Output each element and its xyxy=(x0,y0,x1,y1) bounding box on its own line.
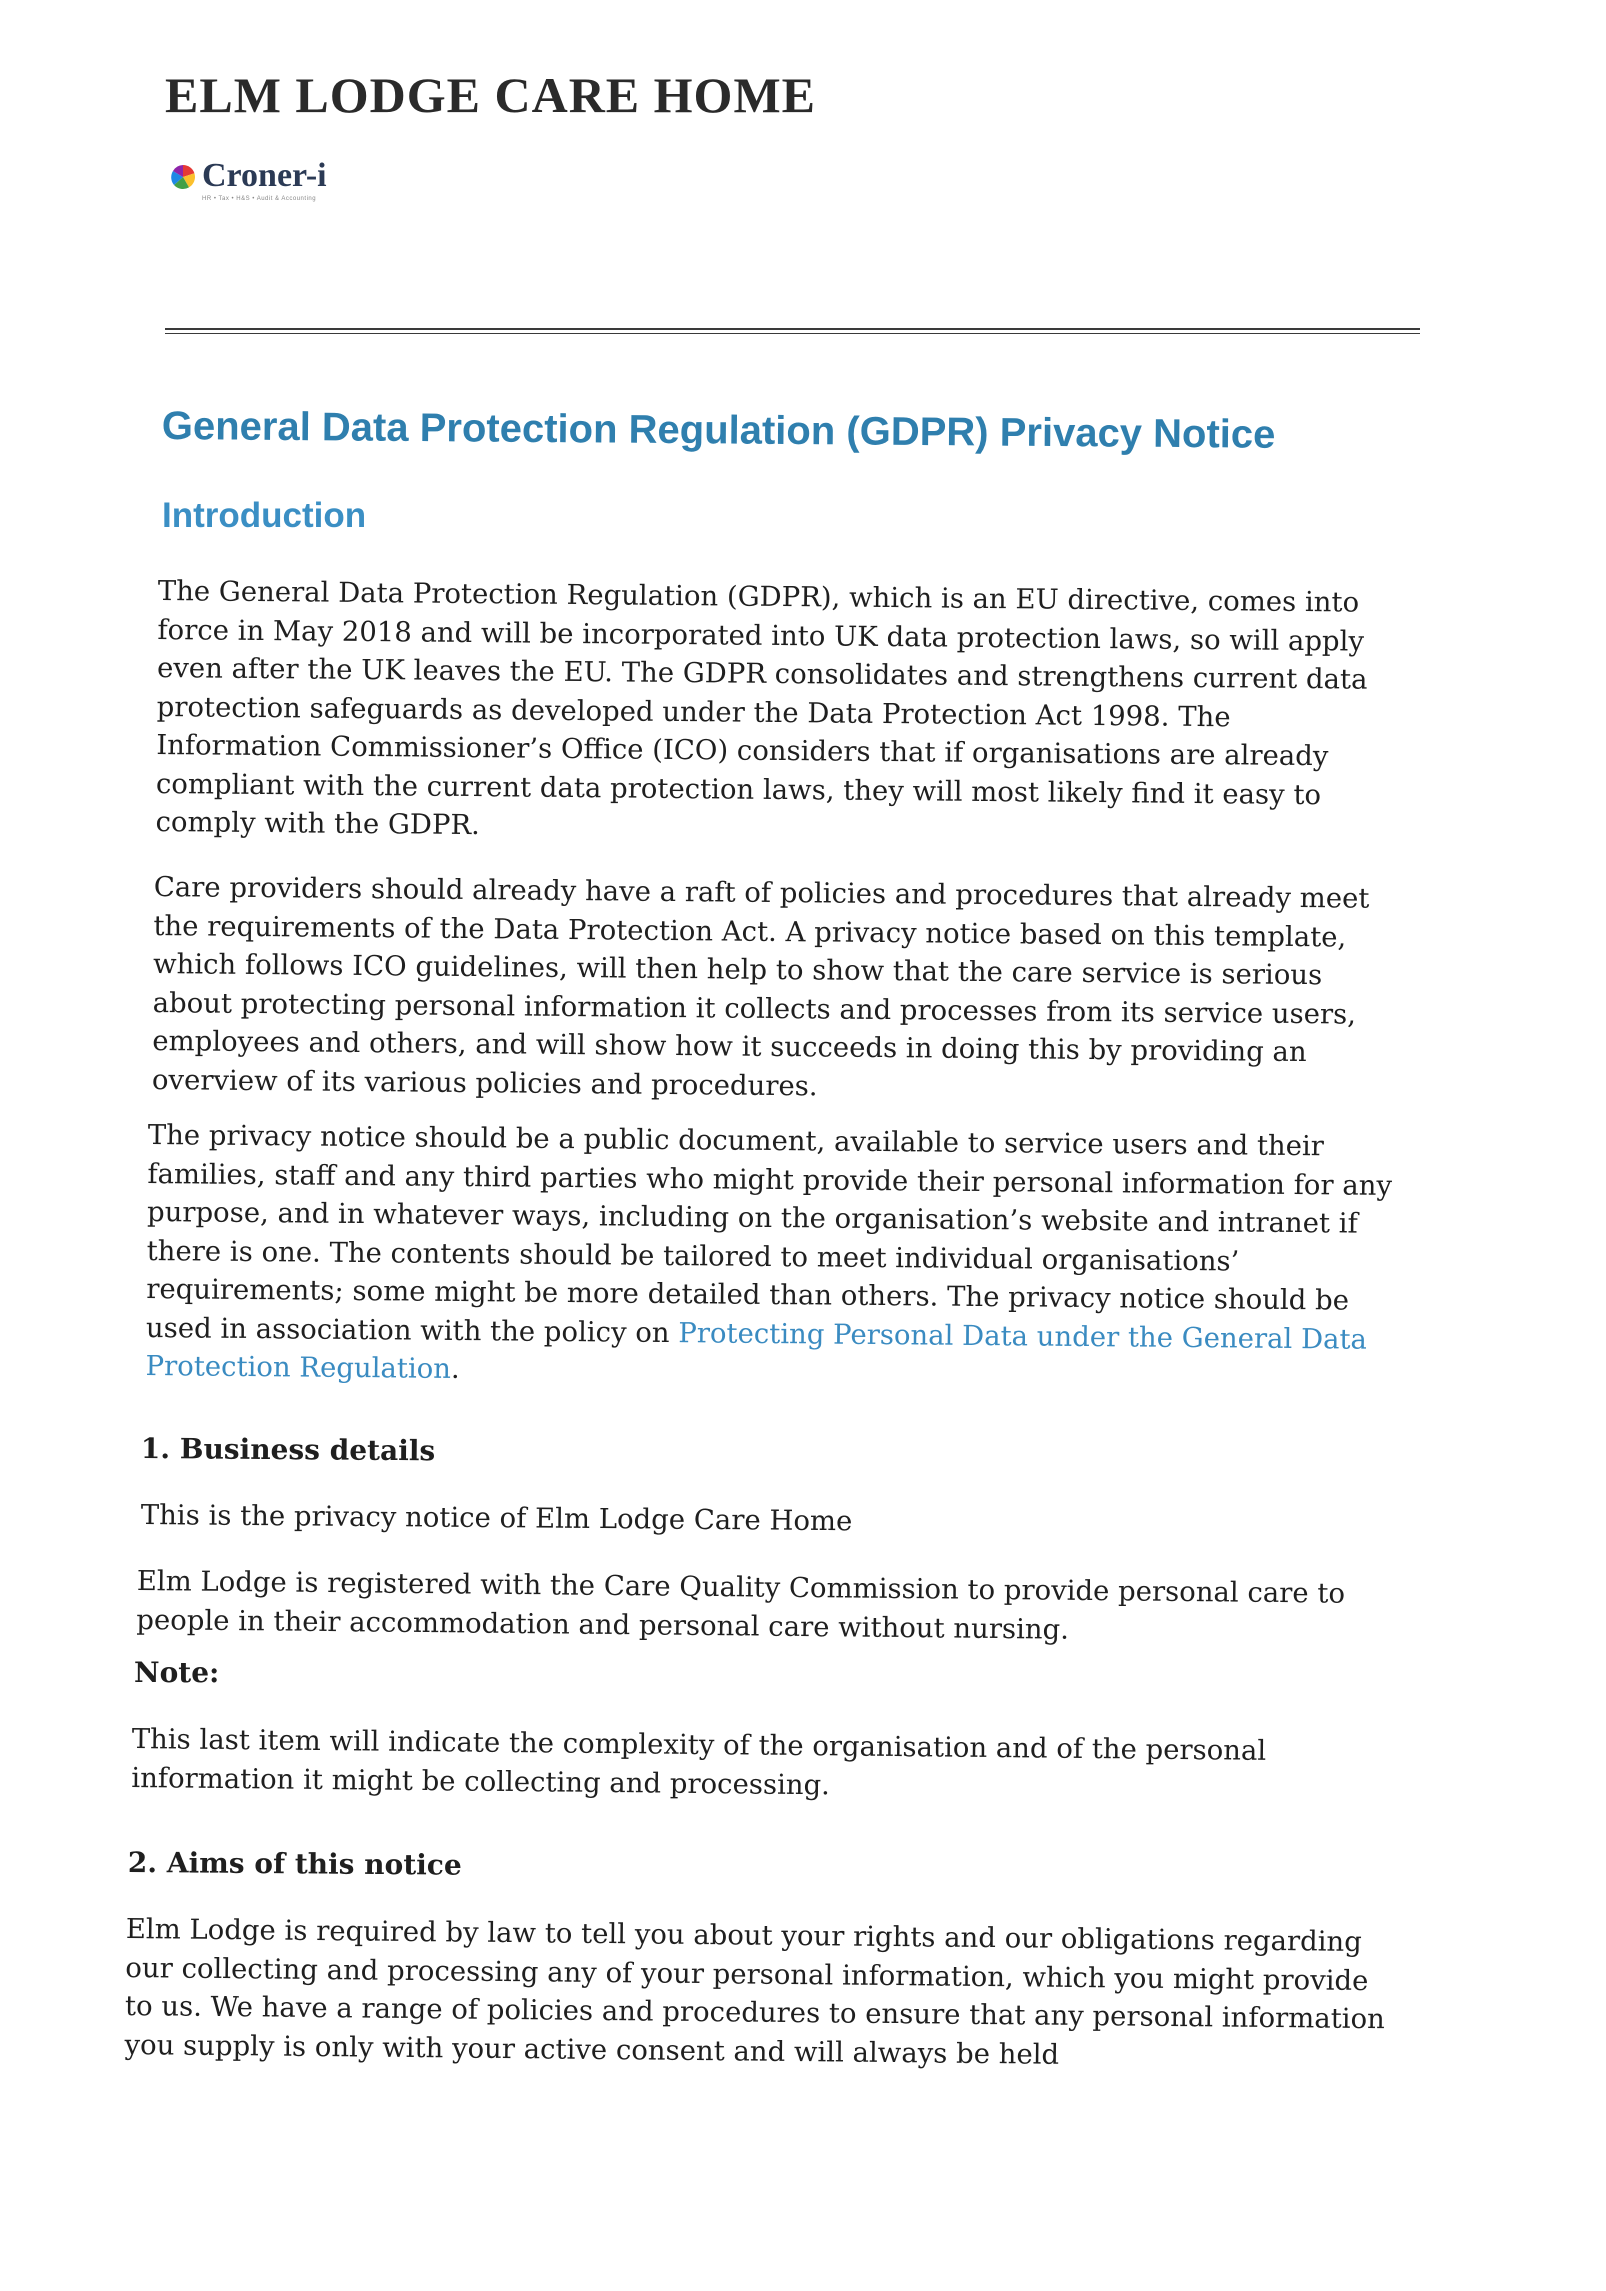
intro-paragraph-1: The General Data Protection Regulation (GDPR), which is an EU directive, comes into force in May 2018 and will be incorporated into UK data protection laws, so will apply even after the UK leaves the EU. The GDPR consolidates and strengthens current data protection safeguards as developed under the Data Protection Act 1998. The Information Commissioner’s Office (ICO) considers that if organisations are already compliant with the current data protection laws, they will most likely find it easy to comply with the GDPR. xyxy=(155,574,1368,842)
organisation-title: ELM LODGE CARE HOME xyxy=(165,67,816,123)
introduction-heading: Introduction xyxy=(162,496,367,535)
section-2-heading: 2. Aims of this notice xyxy=(127,1846,462,1882)
section-1-paragraph-2: Elm Lodge is registered with the Care Quality Commission to provide personal care to people in their accommodation and personal care without nursing. xyxy=(136,1564,1346,1646)
croner-logo xyxy=(170,158,327,202)
section-1-paragraph-1: This is the privacy notice of Elm Lodge Care Home xyxy=(140,1498,853,1538)
protecting-personal-data-link[interactable]: Protecting Personal Data under the General Data Protection Regulation xyxy=(145,1316,1368,1385)
note-paragraph: This last item will indicate the complexity of the organisation and of the personal information it might be collecting and processing. xyxy=(131,1722,1267,1801)
document-title: General Data Protection Regulation (GDPR) Privacy Notice xyxy=(161,404,1276,457)
intro-paragraph-3-text: The privacy notice should be a public document, available to service users and their families, staff and any third parties who might provide their personal information for any purpose, and in whatever ways, including on the organisation’s website and intranet if there is one. The contents should be tailored to meet individual organisations’ requirements; some might be more detailed than others. The privacy notice should be used in association with the policy on xyxy=(145,1118,1393,1349)
intro-paragraph-3 xyxy=(145,1116,1398,1397)
intro-paragraph-2: Care providers should already have a raft of policies and procedures that already meet the requirements of the Data Protection Act. A privacy notice based on this template, which follows ICO guidelines, will then help to show that the care service is serious about protecting personal information it collects and processes from its service users, employees and others, and will show how it succeeds in doing this by providing an overview of its various policies and procedures. xyxy=(151,870,1370,1102)
logo-tagline: HR • Tax • H&S • Audit & Accounting xyxy=(202,196,317,202)
croner-logo-icon xyxy=(170,164,196,190)
header-divider xyxy=(165,328,1420,336)
intro-paragraph-3-end: . xyxy=(450,1352,460,1386)
section-2-paragraph-1: Elm Lodge is required by law to tell you about your rights and our obligations regarding our collecting and processing any of your personal information, which you might provide to us. We have a range of policies and procedures to ensure that any personal information you supply is only with your active consent and will always be held xyxy=(124,1912,1385,2071)
section-1-heading: 1. Business details xyxy=(140,1432,436,1468)
logo-name: Croner-i xyxy=(202,157,327,194)
note-label: Note: xyxy=(134,1656,220,1689)
